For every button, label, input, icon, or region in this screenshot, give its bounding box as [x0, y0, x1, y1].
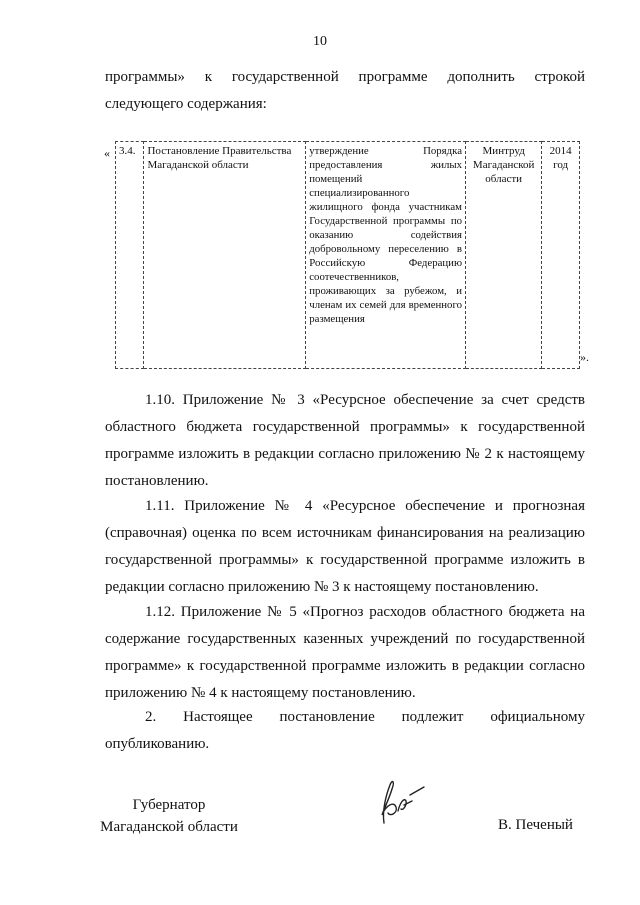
amendment-table: [115, 141, 580, 369]
table-quote-open: «: [104, 146, 110, 160]
paragraph-1-12: 1.12. Приложение № 5 «Прогноз расходов областного бюджета на содержание государственных казенных учреждений по государственной программе» к государственной программе изложить в редакции согласно приложению № 4 к настоящему постановлению.: [105, 604, 585, 701]
row-executor-cell: Минтруд Магаданской области: [466, 142, 542, 369]
governor-title: Губернатор Магаданской области: [100, 797, 238, 835]
paragraph-1-11: 1.11. Приложение № 4 «Ресурсное обеспечение и прогнозная (справочная) оценка по всем источникам финансирования на реализацию государственной программы» к государственной программе изложить в редакции согласно приложению № 3 к настоящему постановлению.: [105, 498, 585, 595]
paragraph-2: 2. Настоящее постановление подлежит официальному опубликованию.: [105, 709, 585, 752]
row-description-cell: утверждение Порядка предоставления жилых помещений специализированного жилищного фонда участникам Государственной программы по оказанию содействия добровольному переселению в Российскую Федерацию соотечественников, проживающих за рубежом, и членам их семей для временного размещения: [306, 142, 466, 369]
table-row: [116, 142, 580, 369]
paragraph-1-10: 1.10. Приложение № 3 «Ресурсное обеспечение за счет средств областного бюджета государственной программы» к государственной программе изложить в редакции согласно приложению № 2 к настоящему постановлению.: [105, 392, 585, 489]
table-quote-close: ».: [580, 350, 589, 364]
row-year-cell: 2014 год: [542, 142, 580, 369]
row-document-cell: Постановление Правительства Магаданской области: [144, 142, 306, 369]
intro-text: программы» к государственной программе дополнить строкой следующего содержания:: [105, 69, 585, 112]
row-number-cell: 3.4.: [116, 142, 144, 369]
page-number: 10: [313, 34, 327, 49]
governor-name: В. Печеный: [498, 817, 573, 833]
handwritten-signature: [370, 775, 430, 827]
